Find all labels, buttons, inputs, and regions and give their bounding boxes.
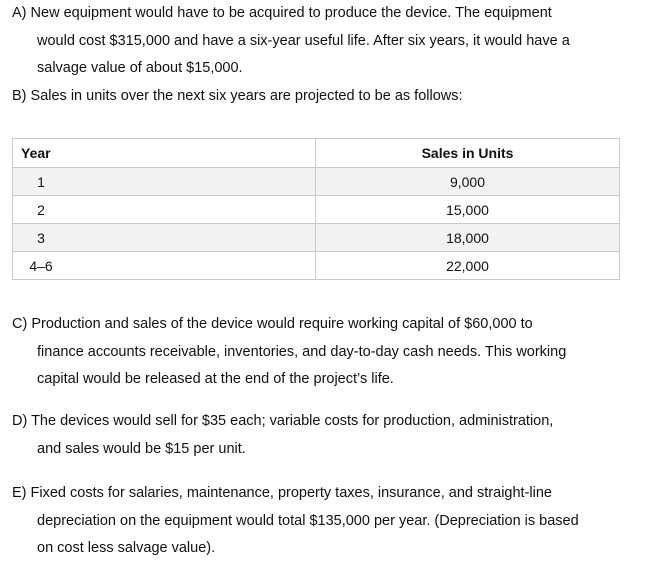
units-cell: 22,000 <box>316 252 620 280</box>
sales-table <box>12 138 620 280</box>
paragraph-a <box>12 0 644 83</box>
year-cell <box>13 224 316 252</box>
paragraph-e <box>12 480 644 563</box>
paragraph-line: would cost $315,000 and have a six-year useful life. After six years, it would have a <box>37 32 570 49</box>
paragraph-line: depreciation on the equipment would total $135,000 per year. (Depreciation is based <box>37 512 579 529</box>
column-header-sales-units: Sales in Units <box>316 139 620 168</box>
paragraph-line: E) Fixed costs for salaries, maintenance, property taxes, insurance, and straight-line <box>12 485 552 501</box>
table-row <box>13 196 620 224</box>
units-cell: 18,000 <box>316 224 620 252</box>
year-value: 4–6 <box>29 257 53 274</box>
paragraph-c <box>12 311 644 394</box>
paragraph-line: and sales would be $15 per unit. <box>37 440 246 457</box>
paragraph-line: finance accounts receivable, inventories, and day-to-day cash needs. This working <box>37 343 567 360</box>
table-header-row <box>13 139 620 168</box>
paragraph-line: on cost less salvage value). <box>37 540 216 556</box>
year-value: 3 <box>37 229 45 246</box>
table-row <box>13 224 620 252</box>
units-cell: 9,000 <box>316 168 620 196</box>
paragraph-d <box>12 408 644 463</box>
paragraph-line: A) New equipment would have to be acquired to produce the device. The equipment <box>12 5 552 21</box>
paragraph-line: B) Sales in units over the next six years are projected to be as follows: <box>12 88 463 104</box>
paragraph-line: capital would be released at the end of the project’s life. <box>37 371 394 387</box>
column-header-year: Year <box>13 139 316 168</box>
year-value: 1 <box>37 173 45 190</box>
year-cell <box>13 196 316 224</box>
paragraph-line: D) The devices would sell for $35 each; variable costs for production, administration, <box>12 413 554 429</box>
paragraph-b <box>12 83 644 111</box>
year-value: 2 <box>37 201 45 218</box>
year-cell <box>13 168 316 196</box>
paragraph-line: salvage value of about $15,000. <box>37 60 243 76</box>
units-cell: 15,000 <box>316 196 620 224</box>
year-cell <box>13 252 316 280</box>
paragraph-line: C) Production and sales of the device would require working capital of $60,000 to <box>12 316 533 332</box>
table-row <box>13 252 620 280</box>
table-row <box>13 168 620 196</box>
